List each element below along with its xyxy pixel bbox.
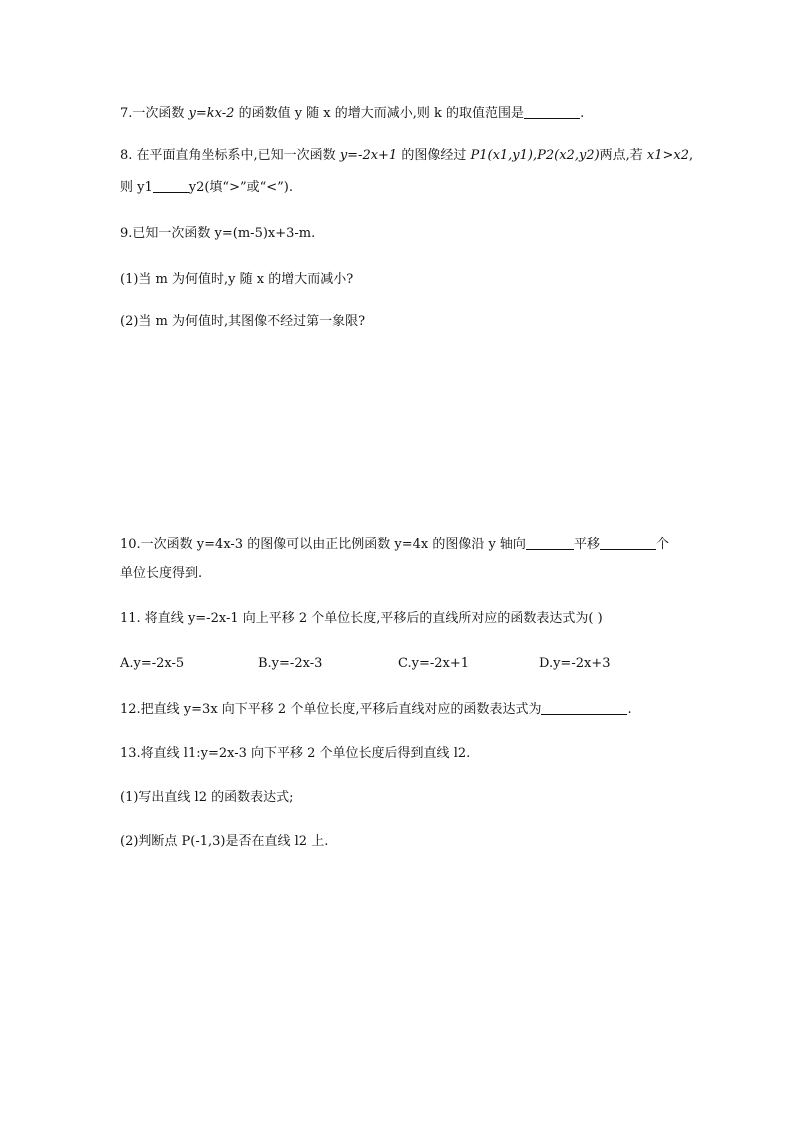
q12-answer-blank[interactable] bbox=[541, 702, 627, 715]
q11-option-c[interactable]: C.y=-2x+1 bbox=[398, 656, 470, 671]
q12-text: 12.把直线 y=3x 向下平移 2 个单位长度,平移后直线对应的函数表达式为 bbox=[120, 702, 542, 717]
q8-text-b: 的图像经过 bbox=[397, 148, 471, 163]
q7-answer-blank[interactable] bbox=[524, 106, 580, 119]
question-13-part-2: (2)判断点 P(-1,3)是否在直线 l2 上. bbox=[120, 834, 329, 849]
q10-distance-blank[interactable] bbox=[600, 537, 656, 550]
q10-text-a: 10.一次函数 y=4x-3 的图像可以由正比例函数 y=4x 的图像沿 y 轴向 bbox=[120, 537, 526, 552]
question-13-part-1: (1)写出直线 l2 的函数表达式; bbox=[120, 790, 294, 805]
q8-points: P1(x1,y1),P2(x2,y2) bbox=[470, 148, 600, 163]
question-9-part-1: (1)当 m 为何值时,y 随 x 的增大而减小? bbox=[120, 272, 354, 287]
q7-suffix: . bbox=[580, 106, 585, 121]
q7-prefix: 7.一次函数 bbox=[120, 106, 189, 121]
q12-suffix: . bbox=[627, 702, 632, 717]
q8-y2-hint: y2(填“>”或“<”). bbox=[188, 180, 294, 195]
question-10-line-2: 单位长度得到. bbox=[120, 566, 203, 581]
q8-func: y=-2x+1 bbox=[339, 148, 398, 163]
question-13-stem: 13.将直线 l1:y=2x-3 向下平移 2 个单位长度后得到直线 l2. bbox=[120, 746, 471, 761]
q8-text-d: , bbox=[689, 148, 694, 163]
q7-func: y=kx-2 bbox=[188, 106, 235, 121]
question-7 bbox=[120, 106, 584, 122]
question-10-line-1 bbox=[120, 537, 669, 553]
q11-option-b[interactable]: B.y=-2x-3 bbox=[258, 656, 323, 671]
question-9-stem: 9.已知一次函数 y=(m-5)x+3-m. bbox=[120, 226, 316, 241]
question-8-line-2 bbox=[120, 180, 293, 196]
q8-text-c: 两点,若 bbox=[599, 148, 647, 163]
q8-y1: 则 y1 bbox=[120, 180, 153, 195]
q11-option-a[interactable]: A.y=-2x-5 bbox=[120, 656, 185, 671]
q8-condition: x1>x2 bbox=[646, 148, 690, 163]
q10-direction-blank[interactable] bbox=[526, 537, 574, 550]
q8-answer-blank[interactable] bbox=[153, 180, 189, 193]
q10-text-c: 个 bbox=[655, 537, 669, 552]
question-11-stem: 11. 将直线 y=-2x-1 向上平移 2 个单位长度,平移后的直线所对应的函数表达式为( ) bbox=[120, 611, 603, 626]
q8-text-a: 8. 在平面直角坐标系中,已知一次函数 bbox=[120, 148, 340, 163]
question-12 bbox=[120, 702, 632, 718]
question-9-part-2: (2)当 m 为何值时,其图像不经过第一象限? bbox=[120, 314, 366, 329]
q7-middle: 的函数值 y 随 x 的增大而减小,则 k 的取值范围是 bbox=[234, 106, 525, 121]
question-8-line-1 bbox=[120, 148, 693, 164]
q11-option-d[interactable]: D.y=-2x+3 bbox=[539, 656, 611, 671]
q10-text-b: 平移 bbox=[573, 537, 600, 552]
